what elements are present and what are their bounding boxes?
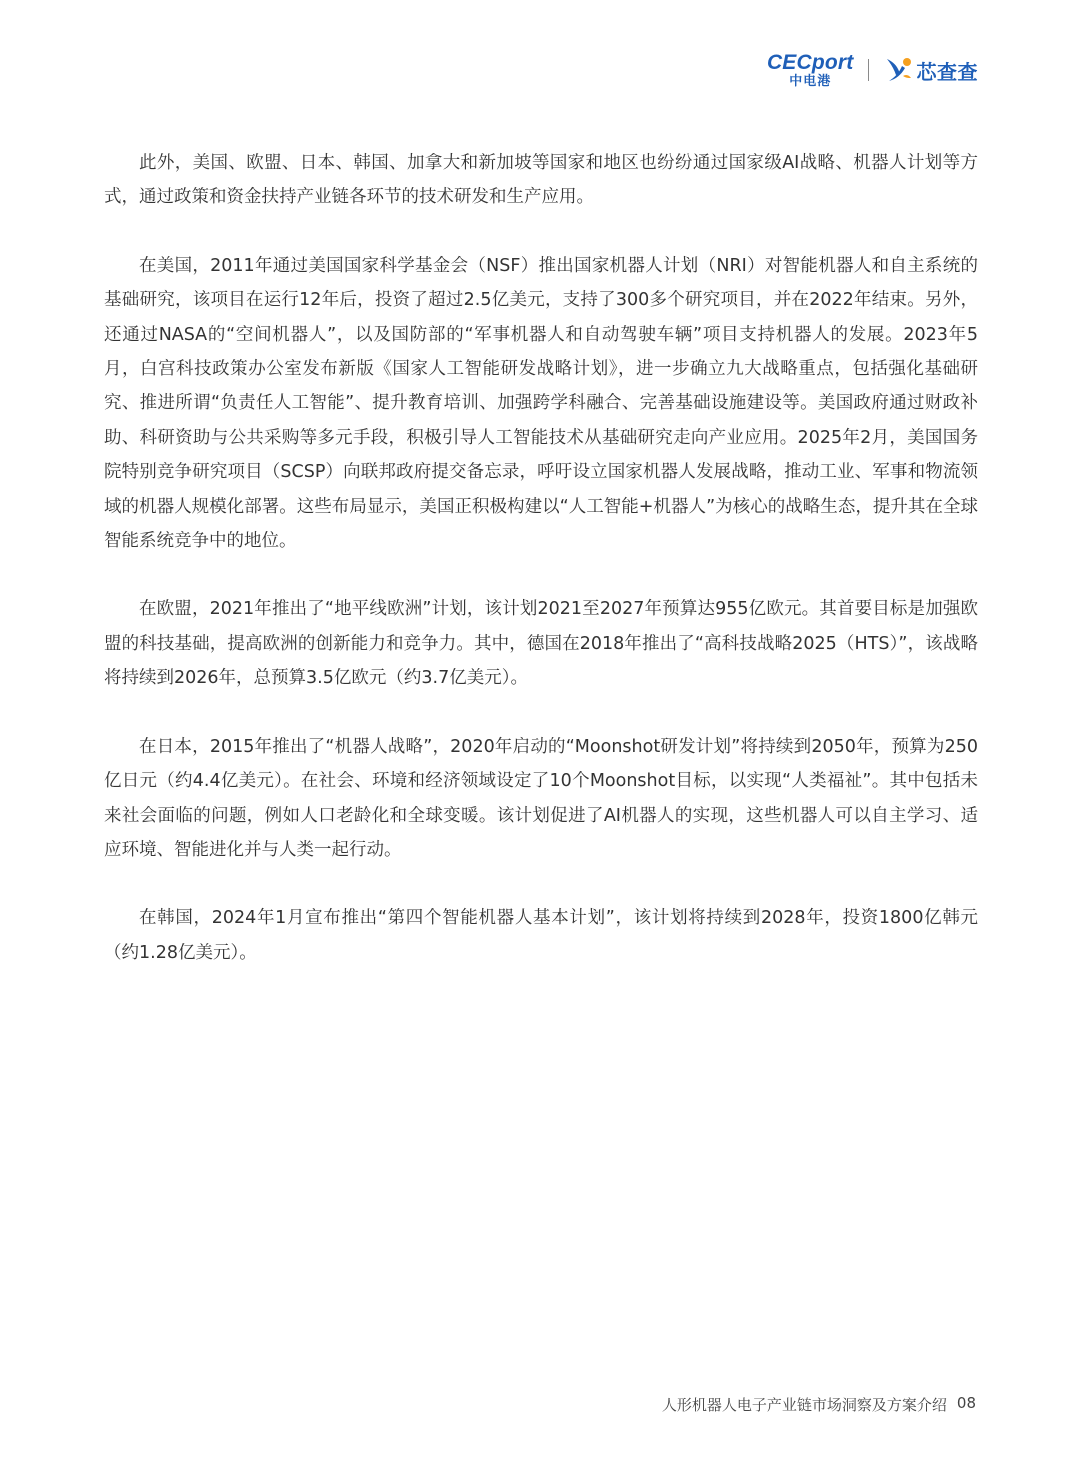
cecport-logo-cn: 中电港 [789,74,832,89]
paragraph-japan: 在日本，2015年推出了“机器人战略”，2020年启动的“Moonshot研发计划”将持续到2050年，预算为250亿日元（约4.4亿美元）。在社会、环境和经济领域设定了10个Moonshot目标，以实现“人类福祉”。其中包括未来社会面临的问题，例如人口老龄化和全球变暖。该计划促进了AI机器人的实现，这些机器人可以自主学习、适应环境、智能进化并与人类一起行动。 [104,736,978,860]
paragraph-korea: 在韩国，2024年1月宣布推出“第四个智能机器人基本计划”，该计划将持续到2028年，投资1800亿韩元（约1.28亿美元）。 [104,908,978,963]
logo-divider [868,59,869,81]
xinchacha-logo [883,54,979,86]
page-header [767,52,978,88]
xinchacha-logo-text: 芯查查 [916,59,978,84]
page-number: 08 [956,1394,976,1412]
cecport-logo-en: CECport [766,51,854,74]
cecport-logo [767,52,854,88]
footer-title: 人形机器人电子产业链市场洞察及方案介绍 [661,1396,947,1414]
xinchacha-mark-icon [883,54,915,86]
paragraph-eu: 在欧盟，2021年推出了“地平线欧洲”计划，该计划2021至2027年预算达955亿欧元。其首要目标是加强欧盟的科技基础，提高欧洲的创新能力和竞争力。其中，德国在2018年推出了“高科技战略2025（HTS）”，该战略将持续到2026年，总预算3.5亿欧元（约3.7亿美元）。 [104,599,978,689]
paragraph-overview: 此外，美国、欧盟、日本、韩国、加拿大和新加坡等国家和地区也纷纷通过国家级AI战略、机器人计划等方式，通过政策和资金扶持产业链各环节的技术研发和生产应用。 [104,153,978,208]
page-footer [662,1394,976,1415]
paragraph-usa: 在美国，2011年通过美国国家科学基金会（NSF）推出国家机器人计划（NRI）对智能机器人和自主系统的基础研究，该项目在运行12年后，投资了超过2.5亿美元，支持了300多个研究项目，并在2022年结束。另外，还通过NASA的“空间机器人”，以及国防部的“军事机器人和自动驾驶车辆”项目支持机器人的发展。2023年5月，白宫科技政策办公室发布新版《国家人工智能研发战略计划》，进一步确立九大战略重点，包括强化基础研究、推进所谓“负责任人工智能”、提升教育培训、加强跨学科融合、完善基础设施建设等。美国政府通过财政补助、科研资助与公共采购等多元手段，积极引导人工智能技术从基础研究走向产业应用。2025年2月，美国国务院特别竞争研究项目（SCSP）向联邦政府提交备忘录，呼吁设立国家机器人发展战略，推动工业、军事和物流领域的机器人规模化部署。这些布局显示，美国正积极构建以“人工智能+机器人”为核心的战略生态，提升其在全球智能系统竞争中的地位。 [104,255,978,552]
document-body [104,146,978,1004]
